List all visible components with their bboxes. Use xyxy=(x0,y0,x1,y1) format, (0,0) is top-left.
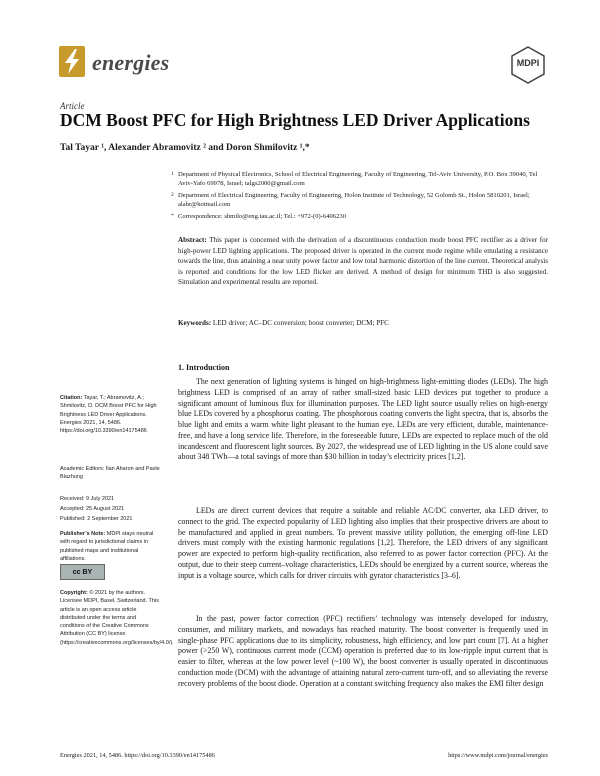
affiliation-text: Department of Physical Electronics, School of Electrical Engineering, Faculty of Engineering, Tel-Aviv University, P.O. Box 39040, Tel Aviv-Yafo 69978, Israel; talgs2000@gmail.com xyxy=(178,171,538,188)
date-received: Received: 9 July 2021 xyxy=(60,496,115,502)
publisher-note-label: Publisher’s Note: xyxy=(60,531,106,537)
publisher-note-text: MDPI stays neutral with regard to jurisdictional claims in published maps and institutional affiliations. xyxy=(60,531,154,562)
journal-name[interactable]: energies xyxy=(92,50,170,75)
abstract-text: This paper is concerned with the derivation of a discontinuous conduction mode boost PFC rectifier as a driver for high-power LED lighting applications. The proposed driver is operated in the current mode regime while emulating a resistance towards the line, thus attaining a near unity power factor and low total harmonic distortion of the line current. Theoretical analysis is reported and conditions for the low LED flicker are derived. A method of design for minimum THD is also suggested. Simulation and experimental results are reported. xyxy=(178,236,548,287)
date-published: Published: 2 September 2021 xyxy=(60,516,133,522)
correspondence xyxy=(171,212,548,221)
journal-logo[interactable] xyxy=(59,46,85,77)
publisher-note xyxy=(60,530,160,563)
mdpi-logo[interactable] xyxy=(508,45,548,85)
affiliation-1 xyxy=(171,170,548,188)
keywords xyxy=(178,318,548,328)
affiliation-2 xyxy=(171,191,548,209)
article-type-label: Article xyxy=(60,101,85,111)
date-accepted: Accepted: 25 August 2021 xyxy=(60,506,125,512)
footer-citation[interactable]: Energies 2021, 14, 5486. https://doi.org/10.3390/en14175486 xyxy=(60,752,215,759)
abstract xyxy=(178,235,548,288)
affiliation-number: * xyxy=(171,213,174,219)
affiliation-text: Department of Electrical Engineering, Faculty of Engineering, Holon Institute of Technology, 52 Golomb St., Holon 5810201, Israel; alabr@hotmail.com xyxy=(178,192,530,209)
editors-names: Ilan Aharon and Pavle Blazhung xyxy=(60,466,160,481)
copyright-block xyxy=(60,589,174,647)
section-heading: 1. Introduction xyxy=(178,363,230,372)
copyright-label: Copyright: xyxy=(60,590,88,596)
footer-url[interactable]: https://www.mdpi.com/journal/energies xyxy=(448,752,548,759)
citation-block xyxy=(60,394,160,435)
editors-block xyxy=(60,465,160,482)
editors-label: Academic Editors: xyxy=(60,466,105,472)
affiliation-number: 1 xyxy=(171,171,174,177)
affiliation-number: 2 xyxy=(171,192,174,198)
keywords-text: LED driver; AC–DC conversion; boost converter; DCM; PFC xyxy=(212,319,389,327)
publisher-name: MDPI xyxy=(516,58,540,68)
article-title: DCM Boost PFC for High Brightness LED Driver Applications xyxy=(60,110,530,130)
lightning-bolt-icon xyxy=(59,46,85,77)
keywords-label: Keywords: xyxy=(178,319,212,327)
cc-by-license-icon[interactable]: cc BY xyxy=(60,564,105,580)
body-paragraph-1: The next generation of lighting systems is hinged on high-brightness light-emitting diodes (LEDs). The high brightness LED is comprised of an array of rather small-sized basic LED devices put together to produce a significant amount of luminous flux for illumination purposes. The LED light source usually relies on high-energy blue LEDs covered by a phosphorus coating. The phosphorous coating converts the light spectra, that is, absorbs the blue light and emits a warm white light pleasant to the human eye. LEDs are very efficient, durable, maintenance-free, and have a long service life. Therefore, in the foreseeable future, LEDs are expected to replace much of the old incandescent and fluorescent light sources. By 2027, the widespread use of LED lighting in the US alone could save about 348 TWh—a total savings of more than $30 billion in today’s electricity prices [1,2]. xyxy=(178,377,548,462)
affiliation-text[interactable]: Correspondence: shmilo@eng.tau.ac.il; Tel.: +972-(0)-6406230 xyxy=(178,213,346,220)
footer xyxy=(60,752,548,759)
body-paragraph-2: LEDs are direct current devices that require a suitable and reliable AC/DC converter, aka LED driver, to connect to the grid. The expected popularity of LED lighting also implies that their prospective drivers are about to be manufactured and applied in great numbers. To prevent massive utility pollution, the emerging off-line LED drivers must comply with the existing harmonic regulations [1,2]. Therefore, the LED drivers of any significant power are expected to perform high-quality rectification, also referred to as power factor correction (PFC). At the output, due to their steep current–voltage characteristics, LEDs should be energized by a current source, whereas the input is a voltage source, which calls for driver circuits with gyrator characteristics [3–6]. xyxy=(178,506,548,580)
copyright-text[interactable]: © 2021 by the authors. Licensee MDPI, Basel, Switzerland. This article is an open access article distributed under the terms and conditions of the Creative Commons Attribution (CC BY) license (https://creativecommons.org/licenses/by/4.0/). xyxy=(60,590,174,646)
citation-text[interactable]: Tayar, T.; Abramovitz, A.; Shmilovitz, D. DCM Boost PFC for High Brightness LED Driver Applications. Energies 2021, 14, 5486. https://doi.org/10.3390/en14175486 xyxy=(60,395,157,435)
author-list[interactable]: Tal Tayar ¹, Alexander Abramovitz ² and Doron Shmilovitz ¹,* xyxy=(60,143,310,153)
citation-label: Citation: xyxy=(60,395,83,401)
body-paragraph-3: In the past, power factor correction (PFC) rectifiers’ technology was intensely developed for industry, consumer, and military markets, and nowadays has reached maturity. The boost converter is frequently used in single-phase PFC applications due to its simplicity, robustness, high efficiency, and low part count [7]. At a higher power (>250 W), continuous current mode (CCM) operation is preferred due to its low-ripple input current that is easier to filter, whereas at the low power level (~100 W), the boost converter is usually operated in discontinuous conduction mode (DCM) with the advantage of attaining natural zero-current turn-off, and so alleviating the reverse recovery problems of the boost diode. Operation at a constant switching frequency also makes the EMI filter design xyxy=(178,614,548,688)
abstract-label: Abstract: xyxy=(178,236,207,244)
